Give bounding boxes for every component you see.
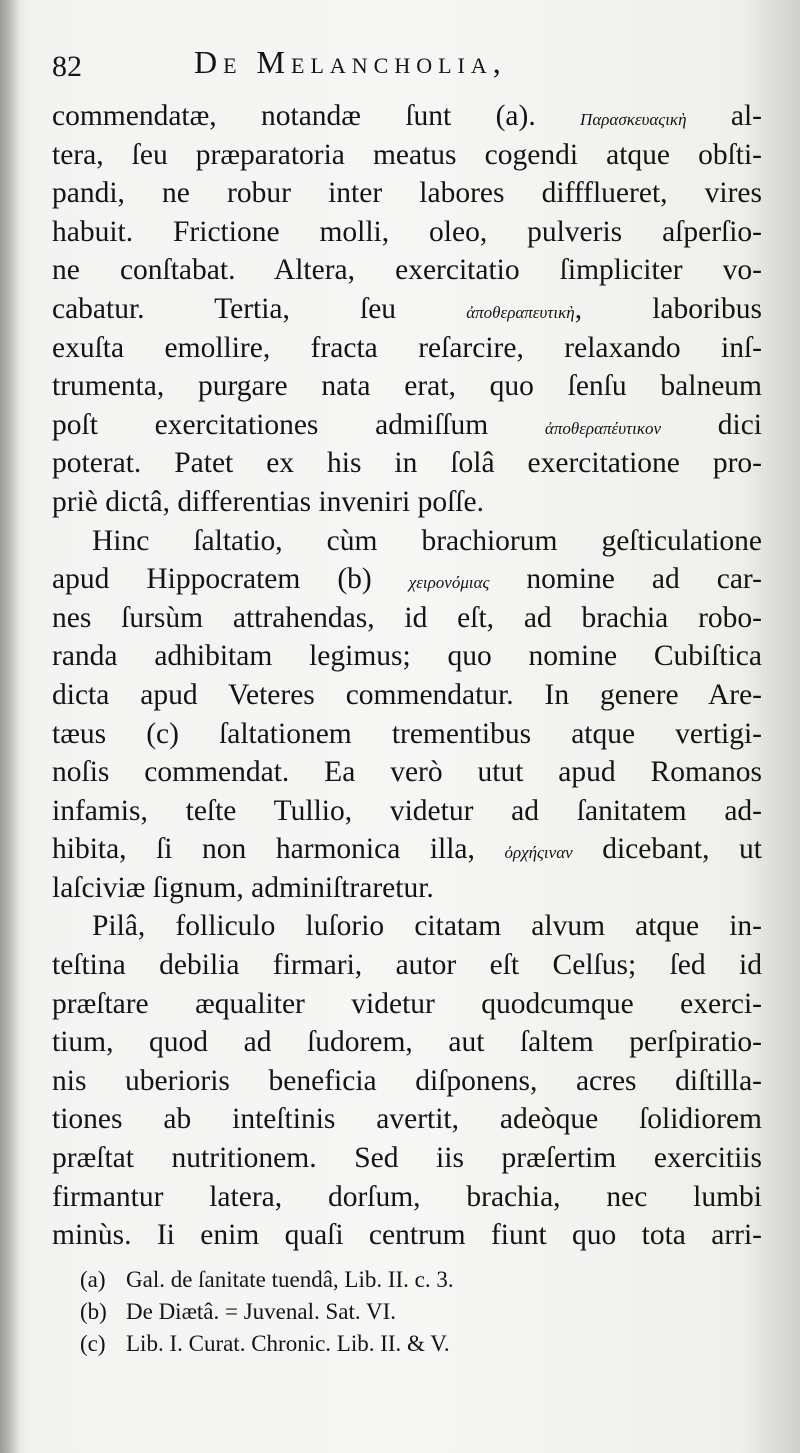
- line-text: ne conſtabat. Altera, exercitatio ſimpliciter vo-: [52, 254, 762, 287]
- text-line: [52, 1216, 762, 1255]
- text-line: [52, 174, 762, 213]
- line-text: pandi, ne robur inter labores diffflueret, vires: [52, 177, 762, 210]
- text-line: [52, 792, 762, 831]
- line-text: poterat. Patet ex his in ſolâ exercitatione pro-: [52, 447, 762, 480]
- line-text: teſtina debilia firmari, autor eſt Celſus; ſed id: [52, 949, 762, 982]
- line-text: randa adhibitam legimus; quo nomine Cubiſtica: [52, 640, 762, 673]
- footnote: [80, 1296, 640, 1328]
- line-text: nis uberioris beneficia diſponens, acres diſtilla-: [52, 1064, 762, 1097]
- footnote-mark: (a): [80, 1267, 106, 1292]
- greek-term: χειρονόμιας: [408, 573, 490, 593]
- text-line: [52, 637, 762, 676]
- line-text: tium, quod ad ſudorem, aut ſaltem perſpiratio-: [52, 1026, 762, 1059]
- line-text: Hinc ſaltatio, cùm brachiorum geſticulatione: [92, 524, 762, 557]
- text-line: [52, 251, 762, 290]
- text-line: [52, 869, 762, 908]
- line-text-continued: al-: [686, 100, 762, 132]
- text-line: [52, 483, 762, 522]
- running-title: De Melancholia,: [194, 44, 507, 80]
- line-text: præſtat nutritionem. Sed iis præſertim exercitiis: [52, 1142, 762, 1175]
- text-line: [52, 1100, 762, 1139]
- line-text: poſt exercitationes admiſſum: [52, 408, 545, 441]
- line-text-continued: dici: [661, 408, 762, 441]
- line-text: nes ſursùm attrahendas, id eſt, ad brachia robo-: [52, 601, 762, 634]
- line-text: minùs. Ii enim quaſi centrum fiunt quo tota arri-: [52, 1219, 762, 1252]
- footnote-mark: (c): [80, 1331, 106, 1356]
- text-line: [52, 715, 762, 754]
- text-line: [52, 985, 762, 1024]
- line-text-continued: , laboribus: [574, 292, 763, 325]
- greek-term: ἀποθεραπευτικὴ: [466, 302, 575, 322]
- greek-term: Παρασκευαςικὴ: [580, 110, 687, 129]
- text-line: [52, 560, 762, 599]
- text-line: [52, 1178, 762, 1217]
- footnote-text: Lib. I. Curat. Chronic. Lib. II. & V.: [126, 1331, 450, 1356]
- footnote-text: Gal. de ſanitate tuendâ, Lib. II. c. 3.: [126, 1267, 454, 1292]
- line-text: dicta apud Veteres commendatur. In genere Are-: [52, 678, 762, 711]
- text-line: [52, 830, 762, 869]
- text-line: [52, 444, 762, 483]
- page-number: 82: [52, 50, 82, 83]
- line-text: cabatur. Tertia, ſeu: [52, 292, 467, 325]
- line-text: præſtare æqualiter videtur quodcumque exerci-: [52, 987, 762, 1020]
- line-text: commendatæ, notandæ ſunt (a).: [52, 100, 581, 132]
- text-line: [52, 213, 762, 252]
- line-text: habuit. Frictione molli, oleo, pulveris aſperſio-: [52, 215, 762, 248]
- text-line: [52, 1139, 762, 1178]
- footnote: [80, 1328, 640, 1360]
- footnotes: [80, 1264, 640, 1360]
- text-line: [52, 907, 762, 946]
- text-line: [52, 329, 762, 368]
- line-text: firmantur latera, dorſum, brachia, nec lumbi: [52, 1180, 762, 1213]
- line-text: laſciviæ ſignum, adminiſtraretur.: [52, 871, 434, 904]
- line-text: infamis, teſte Tullio, videtur ad ſanitatem ad-: [52, 794, 762, 827]
- text-line: [52, 1062, 762, 1101]
- text-line: [52, 599, 762, 638]
- text-line: [52, 367, 762, 406]
- body-text: [52, 97, 762, 1255]
- line-text: noſis commendat. Ea verò utut apud Romanos: [52, 756, 762, 789]
- text-line: [52, 753, 762, 792]
- text-line: [52, 97, 762, 136]
- line-text: apud Hippocratem (b): [52, 563, 409, 596]
- line-text: priè dictâ, differentias inveniri poſſe.: [52, 485, 484, 518]
- page-header: [52, 44, 752, 92]
- line-text: Pilâ, folliculo luſorio citatam alvum atque in-: [92, 910, 762, 943]
- greek-term: ὀρχήςιναν: [504, 843, 573, 863]
- footnote-text: De Diætâ. = Juvenal. Sat. VI.: [126, 1299, 396, 1324]
- line-text-continued: dicebant, ut: [572, 833, 762, 866]
- greek-term: ἀποθεραπέυτικον: [544, 418, 662, 438]
- line-text: trumenta, purgare nata erat, quo ſenſu balneum: [52, 370, 762, 403]
- text-line: [52, 1023, 762, 1062]
- line-text: tera, ſeu præparatoria meatus cogendi atque obſti-: [52, 138, 762, 171]
- text-line: [52, 676, 762, 715]
- line-text: exuſta emollire, fracta reſarcire, relaxando inſ-: [52, 331, 762, 364]
- text-line: [52, 290, 762, 329]
- footnote: [80, 1264, 640, 1296]
- line-text: hibita, ſi non harmonica illa,: [52, 833, 505, 866]
- line-text: tæus (c) ſaltationem trementibus atque vertigi-: [52, 717, 762, 750]
- text-line: [52, 946, 762, 985]
- line-text-continued: nomine ad car-: [489, 563, 762, 596]
- text-line: [52, 522, 762, 561]
- page-gutter-shadow: [0, 0, 20, 1453]
- text-line: [52, 136, 762, 175]
- footnote-mark: (b): [80, 1299, 107, 1324]
- line-text: tiones ab inteſtinis avertit, adeòque ſolidiorem: [52, 1103, 762, 1136]
- text-line: [52, 406, 762, 445]
